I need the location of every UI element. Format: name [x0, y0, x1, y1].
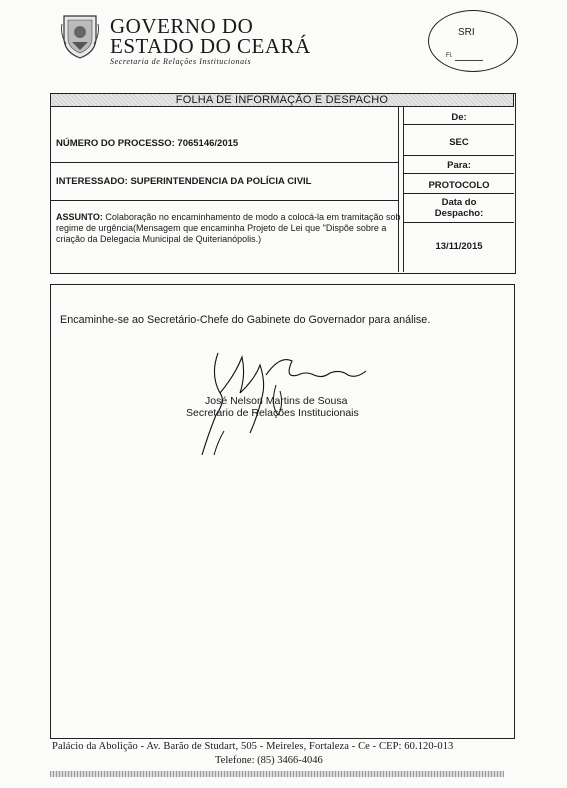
processo-label: NÚMERO DO PROCESSO:: [56, 138, 175, 149]
table-rule: [403, 222, 514, 223]
processo-value: 7065146/2015: [177, 138, 239, 149]
table-divider: [398, 107, 399, 272]
interessado-label: INTERESSADO:: [56, 176, 128, 187]
government-subtitle: Secretaria de Relações Institucionais: [110, 57, 252, 66]
para-label: Para:: [447, 160, 471, 171]
signer-role: Secretário de Relações Institucionais: [186, 407, 359, 419]
assunto-row: [56, 212, 401, 245]
de-label: De:: [451, 112, 467, 123]
assunto-label: ASSUNTO:: [56, 212, 103, 222]
state-crest-icon: [60, 12, 100, 60]
interessado-row: [56, 176, 311, 187]
form-title: FOLHA DE INFORMAÇÃO E DESPACHO: [50, 93, 514, 107]
stamp-title: SRI: [458, 27, 475, 38]
footer-bar: [50, 771, 504, 777]
sri-stamp: [428, 10, 518, 72]
stamp-page-line: [455, 60, 483, 61]
para-value: PROTOCOLO: [428, 180, 490, 191]
interessado-value: SUPERINTENDENCIA DA POLÍCIA CIVIL: [130, 176, 312, 187]
de-value: SEC: [449, 137, 469, 148]
stamp-page-label: Fl.: [446, 53, 453, 59]
table-rule: [50, 200, 399, 201]
table-rule: [403, 124, 514, 125]
signer-name: José Nelson Martins de Sousa: [205, 395, 348, 407]
footer-phone: Telefone: (85) 3466-4046: [215, 755, 323, 766]
data-label-line1: Data do: [441, 197, 477, 208]
government-title-line1: GOVERNO DO: [110, 14, 254, 38]
table-rule: [403, 155, 514, 156]
table-rule: [403, 193, 514, 194]
footer-address: Palácio da Abolição - Av. Barão de Studart, 505 - Meireles, Fortaleza - Ce - CEP: 60.120-013: [52, 741, 454, 752]
assunto-value: Colaboração no encaminhamento de modo a colocá-la em tramitação sob regime de urgência(Mensagem que encaminha Projeto de Lei que "Dispõe sobre a criação da Delegacia Municipal de Quiterianópolis.): [56, 212, 401, 244]
despacho-text: Encaminhe-se ao Secretário-Chefe do Gabinete do Governador para análise.: [60, 314, 431, 326]
table-rule: [50, 162, 399, 163]
processo-row: [56, 138, 238, 149]
table-rule: [403, 173, 514, 174]
data-label-line2: Despacho:: [434, 208, 484, 219]
government-title-line2: ESTADO DO CEARÁ: [110, 34, 311, 58]
data-value: 13/11/2015: [435, 241, 483, 252]
